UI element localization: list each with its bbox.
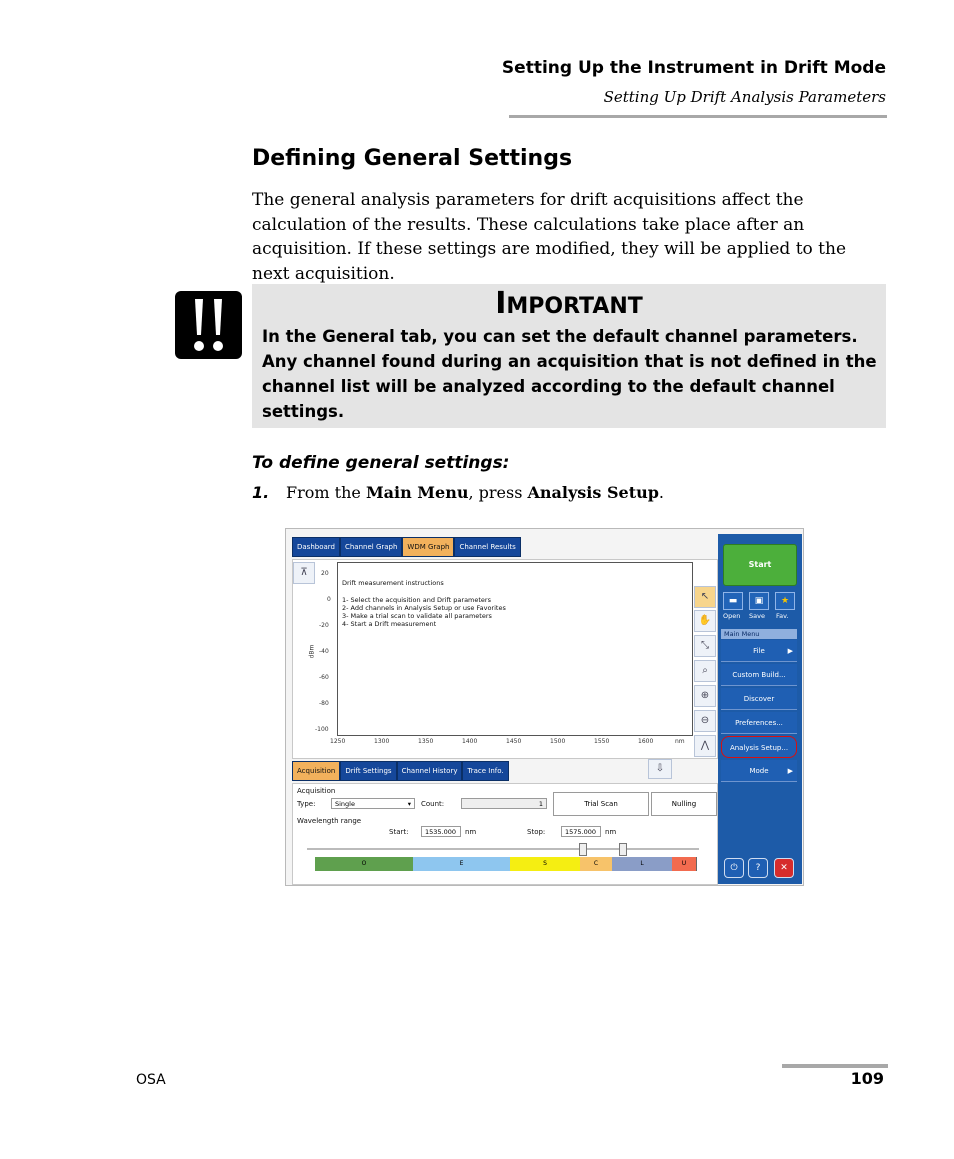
count-field[interactable]: 1: [461, 798, 547, 809]
bottom-tabs: [292, 761, 509, 781]
x-tick: 1400: [462, 738, 478, 745]
tab-drift-settings[interactable]: Drift Settings: [340, 761, 396, 781]
band-l: L: [612, 857, 673, 871]
instruction-line: 3- Make a trial scan to validate all parameters: [342, 612, 492, 620]
menu-item-file[interactable]: File ▶: [721, 640, 797, 662]
tab-acquisition[interactable]: Acquisition: [292, 761, 340, 781]
tab-channel-history[interactable]: Channel History: [397, 761, 463, 781]
x-unit: nm: [675, 738, 685, 745]
wavelength-range-label: Wavelength range: [297, 817, 362, 825]
menu-item-mode[interactable]: Mode ▶: [721, 760, 797, 782]
stop-label: Stop:: [527, 828, 546, 836]
range-slider-start-handle[interactable]: [579, 843, 587, 856]
stop-wavelength-field[interactable]: 1575.000: [561, 826, 601, 837]
instruction-line: 1- Select the acquisition and Drift parameters: [342, 596, 491, 604]
section-body: The general analysis parameters for drift acquisitions affect the calculation of the results. These calculations take place after an acquisition. If these settings are modified, they will be applied to the next acquisition.: [252, 190, 847, 284]
save-disk-icon[interactable]: ▣: [749, 592, 769, 610]
step-text: From the Main Menu, press Analysis Setup.: [286, 483, 664, 502]
pan-hand-icon[interactable]: ✋: [694, 610, 716, 632]
open-folder-icon[interactable]: ▬: [723, 592, 743, 610]
band-o: O: [315, 857, 414, 871]
count-label: Count:: [421, 800, 445, 808]
header-rule: [509, 115, 887, 118]
arrow-right-icon: ▶: [787, 647, 793, 655]
menu-item-custom-build[interactable]: Custom Build...: [721, 664, 797, 686]
y-tick: -40: [319, 648, 329, 655]
graph-area: [292, 559, 718, 759]
menu-item-analysis-setup[interactable]: Analysis Setup...: [721, 736, 797, 758]
x-tick: 1550: [594, 738, 610, 745]
step-number: 1.: [252, 483, 270, 502]
chevron-down-icon: ▾: [407, 800, 411, 808]
zoom-fit-icon[interactable]: ⤡: [694, 635, 716, 657]
start-label: Start:: [389, 828, 409, 836]
x-tick: 1600: [638, 738, 654, 745]
important-box: [252, 284, 886, 428]
fav-label: Fav.: [776, 612, 789, 620]
important-text: In the General tab, you can set the default channel parameters. Any channel found during an acquisition that is not defined in the channel list will be analyzed according to the default channel settings.: [262, 327, 877, 421]
close-icon[interactable]: ✕: [774, 858, 794, 878]
tab-channel-results[interactable]: Channel Results: [454, 537, 520, 557]
auto-scale-icon[interactable]: ⋀: [694, 735, 716, 757]
open-label: Open: [723, 612, 741, 620]
band-c: C: [580, 857, 613, 871]
stop-unit: nm: [605, 828, 617, 836]
menu-item-preferences[interactable]: Preferences...: [721, 712, 797, 734]
range-slider-track[interactable]: [307, 848, 699, 850]
main-menu-title: Main Menu: [721, 629, 797, 639]
y-tick: -20: [319, 622, 329, 629]
section-title: Defining General Settings: [252, 146, 573, 171]
arrow-right-icon: ▶: [787, 767, 793, 775]
save-label: Save: [749, 612, 765, 620]
instruction-line: 2- Add channels in Analysis Setup or use Favorites: [342, 604, 506, 612]
band-s: S: [510, 857, 581, 871]
footer-rule: [782, 1064, 888, 1068]
x-tick: 1250: [330, 738, 346, 745]
y-tick: -100: [315, 726, 329, 733]
y-axis-label: dBm: [308, 644, 316, 659]
trial-scan-button[interactable]: Trial Scan: [553, 792, 649, 816]
instructions-title: Drift measurement instructions: [342, 579, 444, 587]
procedure-title: To define general settings:: [252, 453, 510, 473]
zoom-in-icon[interactable]: ⊕: [694, 685, 716, 707]
side-panel: [718, 534, 802, 884]
tab-wdm-graph[interactable]: WDM Graph: [402, 537, 454, 557]
important-title: IMPORTANT: [495, 286, 643, 321]
plot-area: [337, 562, 693, 736]
acquisition-panel: [292, 783, 718, 885]
y-tick: 0: [327, 596, 331, 603]
zoom-out-icon[interactable]: ⊖: [694, 710, 716, 732]
zoom-icon[interactable]: ⌕: [694, 660, 716, 682]
band-u: U: [672, 857, 697, 871]
start-unit: nm: [465, 828, 477, 836]
top-tabs: [292, 537, 521, 557]
power-icon[interactable]: ⏻: [724, 858, 744, 878]
marker-icon[interactable]: ⊼: [293, 562, 315, 584]
running-header-title: Setting Up the Instrument in Drift Mode: [501, 58, 886, 78]
collapse-arrow-icon[interactable]: ⇩: [648, 759, 672, 779]
acquisition-group-label: Acquisition: [297, 787, 336, 795]
tab-channel-graph[interactable]: Channel Graph: [340, 537, 402, 557]
start-button[interactable]: Start: [723, 544, 797, 586]
band-e: E: [413, 857, 511, 871]
x-tick: 1450: [506, 738, 522, 745]
favorites-star-icon[interactable]: ★: [775, 592, 795, 610]
range-slider-stop-handle[interactable]: [619, 843, 627, 856]
y-tick: -80: [319, 700, 329, 707]
help-icon[interactable]: ?: [748, 858, 768, 878]
menu-item-discover[interactable]: Discover: [721, 688, 797, 710]
page-number: 109: [850, 1069, 884, 1088]
important-icon: [175, 291, 242, 359]
tab-dashboard[interactable]: Dashboard: [292, 537, 340, 557]
nulling-button[interactable]: Nulling: [651, 792, 717, 816]
x-tick: 1500: [550, 738, 566, 745]
y-tick: 20: [321, 570, 329, 577]
tab-trace-info[interactable]: Trace Info.: [462, 761, 508, 781]
pointer-icon[interactable]: ↖: [694, 586, 716, 608]
x-tick: 1300: [374, 738, 390, 745]
osa-screenshot: [285, 528, 804, 886]
start-wavelength-field[interactable]: 1535.000: [421, 826, 461, 837]
y-tick: -60: [319, 674, 329, 681]
instruction-line: 4- Start a Drift measurement: [342, 620, 437, 628]
x-tick: 1350: [418, 738, 434, 745]
running-header-subtitle: Setting Up Drift Analysis Parameters: [603, 88, 886, 106]
type-label: Type:: [297, 800, 316, 808]
type-select[interactable]: Single ▾: [331, 798, 415, 809]
footer-product: OSA: [136, 1072, 166, 1088]
